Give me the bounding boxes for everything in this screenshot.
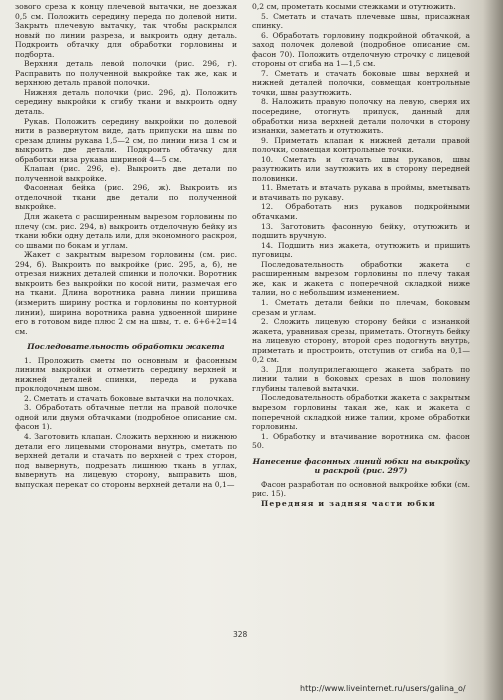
paragraph: 8. Наложить правую полочку на левую, сверяя их посередине, отогнуть припуск, данный для обработки низа верхней детали полочки в сторону изнанки, заметать и отутюжить. <box>252 97 470 136</box>
paragraph: Передняя и задняя части юбки <box>261 498 436 508</box>
paragraph: Нижняя деталь полочки (рис. 296, д). Положить середину выкройки к сгибу ткани и выкроить одну деталь. <box>15 87 237 117</box>
paragraph: 1. Сметать детали бейки по плечам, боковым срезам и углам. <box>252 297 470 317</box>
right-body <box>252 2 470 451</box>
right-section-heading: Нанесение фасонных линий юбки на выкройку и раскрой (рис. 297) <box>252 456 470 476</box>
right-tail <box>252 480 470 509</box>
paragraph: 2. Сложить лицевую сторону бейки с изнанкой жакета, уравнивая срезы, приметать. Отогнуть бейку на лицевую сторону, второй срез подогнуть внутрь, приметать и простроить, отступив от сгиба на 0,1—0,2 см. <box>252 317 470 365</box>
paragraph: 9. Приметать клапан к нижней детали правой полочки, совмещая контрольные точки. <box>252 135 470 155</box>
paragraph: 0,2 см, прометать косыми стежками и отутюжить. <box>252 2 456 11</box>
step-paragraph: 1. Проложить сметы по основным и фасонным линиям выкройки и отметить середину верхней и нижней деталей спинки, переда и рукава проклодочным швом. <box>15 355 237 394</box>
paragraph: Фасонная бейка (рис. 296, ж). Выкроить из отделочной ткани две детали по полученной выкройке. <box>15 183 237 212</box>
paragraph: Клапан (рис. 296, е). Выкроить две детали по полученной выкройке. <box>15 164 237 183</box>
paragraph: Фасон разработан по основной выкройке юбки (см. рис. 15). <box>252 479 470 499</box>
paragraph: 14. Подшить низ жакета, отутюжить и пришить пуговицы. <box>252 240 470 260</box>
paragraph: 13. Заготовить фасонную бейку, отутюжить и подшить вручную. <box>252 221 470 241</box>
paragraph: 3. Для полуприлегающего жакета забрать по линии талии в боковых срезах в шов половину глубины талевой вытачки. <box>252 364 470 393</box>
right-column <box>252 2 470 508</box>
step-paragraph: 3. Обработать обтачные петли на правой полочке одной или двумя обтачками (подробное описание см. фасон 1). <box>15 403 237 432</box>
left-column <box>15 2 237 489</box>
paragraph: 6. Обработать горловину подкройной обтачкой, а заход полочек долевой (подробное описание см. фасон 70). Положить отделочную строчку с лицевой стороны от сгиба на 1—1,5 см. <box>252 30 470 69</box>
paragraph: Верхняя деталь левой полочки (рис. 296, г). Расправить по полученной выкройке так же, как и верхнюю деталь правой полочки. <box>15 59 237 88</box>
paragraph: 12. Обработать низ рукавов подкройными обтачками. <box>252 202 470 222</box>
paragraph: зового среза к концу плечевой вытачки, не доезжая 0,5 см. Положить середину переда по долевой нити. Закрыть плечевую вытачку, так чтобы раскрылся новый по линии разреза, и выкроить одну деталь. Подкроить обтачку для обработки горловины и подборта. <box>15 2 237 59</box>
paragraph: 10. Сметать и стачать швы рукавов, швы разутюжить или заутюжить их в сторону передней половинки. <box>252 154 470 183</box>
paragraph: 11. Вметать и втачать рукава в проймы, вметывать и втачивать по рукаву. <box>252 183 470 202</box>
watermark-url: http://www.liveinternet.ru/users/galina_o/ <box>300 684 466 693</box>
step-paragraph: 2. Сметать и стачать боковые вытачки на полочках. <box>24 393 235 403</box>
page-number: 328 <box>233 630 248 639</box>
paragraph: 7. Сметать и стачать боковые швы верхней и нижней деталей полочки, совмещая контрольные точки, швы разутюжить. <box>252 68 470 97</box>
paragraph: 1. Обработку и втачивание воротника см. фасон 50. <box>252 431 470 451</box>
left-body <box>15 2 237 336</box>
paragraph: Последовательность обработки жакета с закрытым вырезом горловины такая же, как и жакета с поперечной складкой ниже талии, кроме обработки горловины. <box>252 393 470 432</box>
left-section-heading: Последовательность обработки жакета <box>27 342 225 352</box>
left-steps <box>15 356 237 490</box>
paragraph: Жакет с закрытым вырезом горловины (см. рис. 294, б). Выкроить по выкройке (рис. 295, а, б), не отрезая нижних деталей спинки и полочки. Воротник выкроить без выкройки по косой нити, размечая его на ткани. Длина воротника равна линии пришива (измерить ширину ростка и горловины по контурной линии), ширина воротника равна удвоенной ширине его в готовом виде плюс 2 см на швы, т. е. 6+6+2=14 см. <box>15 250 237 336</box>
paragraph: 5. Сметать и стачать плечевые швы, присажная спинку. <box>252 11 470 31</box>
paragraph: Для жакета с расширенным вырезом горловины по плечу (см. рис. 294, в) выкроить отделочную бейку из ткани юбки одну деталь или, для экономного раскроя, со швами по бокам и углам. <box>15 212 237 250</box>
paragraph: Последовательность обработки жакета с расширенным вырезом горловины по плечу такая же, как и жакета с поперечной складкой ниже талии, но с небольшим изменением. <box>252 259 470 298</box>
paragraph: Рукав. Положить середину выкройки по долевой нити в развернутом виде, дать припуски на швы по срезам длины рукава 1,5—2 см, по линии низа 1 см и выкроить две детали. Подкроить обтачку для обработки низа рукава шириной 4—5 см. <box>15 116 237 164</box>
step-paragraph: 4. Заготовить клапан. Сложить верхнюю и нижнюю детали его лицевыми сторонами внутрь, сметать по верхней детали и стачать по верхней с трех сторон, под вывернуть, подрезать лишнюю ткань в углах, вывернуть на лицевую сторону, выправить шов, выпуская перекат со стороны верхней детали на 0,1— <box>15 432 237 489</box>
